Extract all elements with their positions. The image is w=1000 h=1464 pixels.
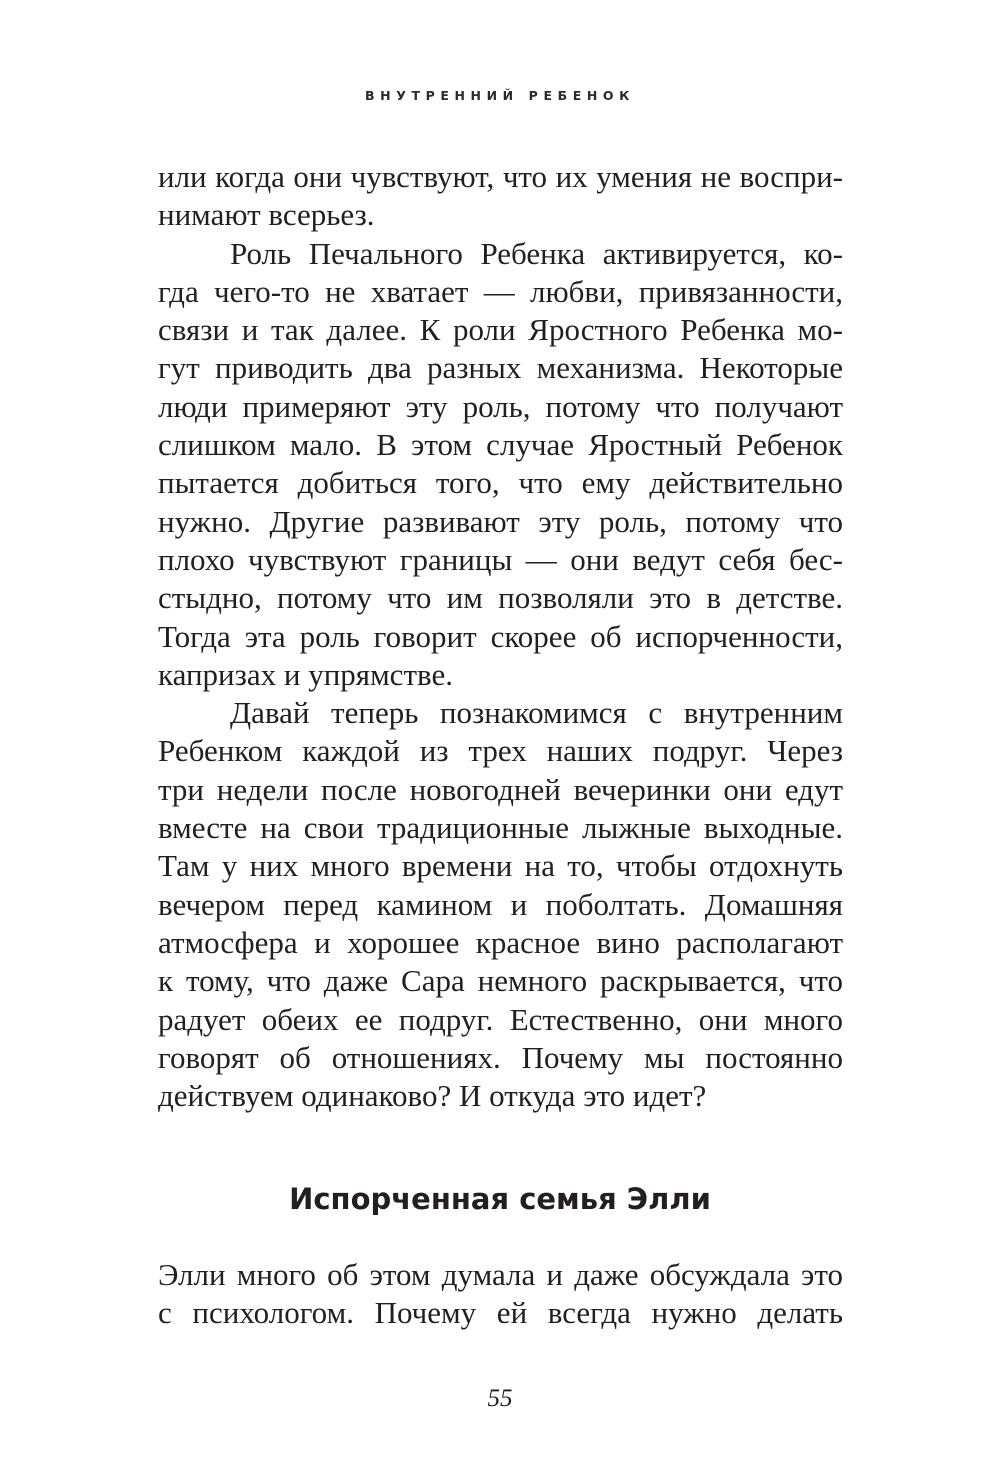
body-text-block [158,158,843,1115]
text-line: три недели после новогодней вечеринки они едут [158,771,843,807]
text-line: Роль Печального Ребенка активируется, ко- [230,235,843,271]
text-line: гда чего-то не хватает — любви, привязанности, [158,273,843,309]
page-number: 55 [487,1385,513,1412]
running-header: ВНУТРЕННИЙ РЕБЕНОК [365,88,635,103]
text-line: Элли много об этом думала и даже обсуждала это [158,1257,843,1292]
text-line: капризах и упрямстве. [158,656,453,692]
text-line: Давай теперь познакомимся с внутренним [230,695,843,731]
text-line: Тогда эта роль говорит скорее об испорченности, [158,618,843,654]
text-line: стыдно, потому что им позволяли это в детстве. [158,580,843,616]
text-line: к тому, что даже Сара немного раскрывается, что [158,963,843,999]
text-line: люди примеряют эту роль, потому что получают [158,388,843,424]
text-line: нимают всерьез. [158,197,375,233]
text-line: говорят об отношениях. Почему мы постоянно [158,1039,843,1075]
text-line: с психологом. Почему ей всегда нужно делать [158,1295,843,1331]
text-line: действуем одинаково? И откуда это идет? [158,1078,707,1114]
text-line: связи и так далее. К роли Яростного Ребенка мо- [158,312,843,348]
section-heading: Испорченная семья Элли [289,1182,711,1216]
text-line: вместе на свои традиционные лыжные выходные. [158,810,843,846]
text-line: Ребенком каждой из трех наших подруг. Через [158,733,843,769]
text-line: атмосфера и хорошее красное вино располагают [158,924,843,960]
text-line: плохо чувствуют границы — они ведут себя бес- [158,541,843,577]
text-line: пытается добиться того, что ему действительно [158,465,843,501]
text-line: или когда они чувствуют, что их умения не воспри- [158,159,843,194]
text-line: вечером перед камином и поболтать. Домашняя [158,886,843,922]
text-line: слишком мало. В этом случае Яростный Ребенок [158,427,843,463]
body-text-block-continued [158,1256,843,1333]
text-line: радует обеих ее подруг. Естественно, они много [158,1001,843,1037]
text-line: гут приводить два разных механизма. Некоторые [158,350,843,386]
text-line: Там у них много времени на то, чтобы отдохнуть [158,848,843,884]
text-line: нужно. Другие развивают эту роль, потому что [158,503,843,539]
